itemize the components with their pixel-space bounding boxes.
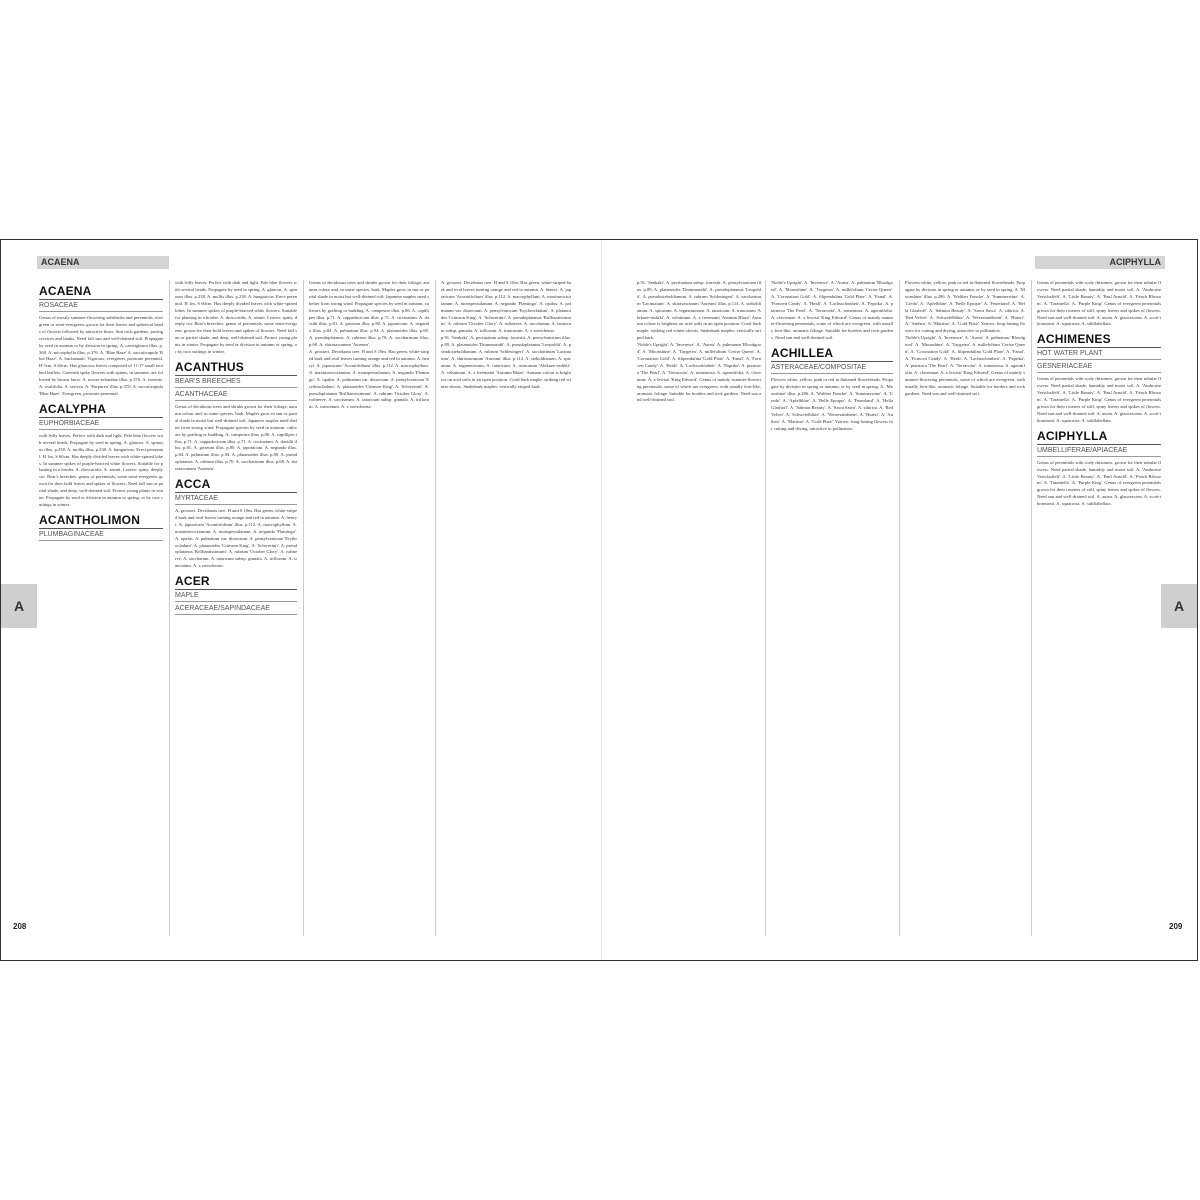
running-head-right: ACIPHYLLA <box>1035 256 1165 269</box>
running-head-left: ACAENA <box>37 256 169 269</box>
family-acer: MAPLE <box>175 592 297 602</box>
thumb-index-left: A <box>1 584 37 628</box>
column-body: 'Noble's Upright'. A. 'Inverewe'. A. 'Aurea'. A. palmatum 'Bloodgood'. A. 'Moonshine'. A. 'Taygetea'. A. millefolium 'Cerise Queen'. A. 'Coronation Gold'. A. filipendulina 'Gold Plate'. A. 'Fanal'. A. 'Forncett Candy'. A. 'Heidi'. A. 'Lachsschönheit'. A. 'Paprika'. A. ptarmica 'The Pearl'. A. 'Terracotta'. A. tomentosa. A. ageratifolia. A. clavennae. A. x lewisii 'King Edward'. Genus of mainly summer-flowering perennials, some of which are evergreen, with usually fern-like, aromatic foliage. Suitable for borders and rock gardens. Need sun and well-drained soil. <box>637 342 761 403</box>
family-achillea: ASTERACEAE/COMPOSITAE <box>771 364 893 374</box>
page-number-right: 209 <box>1169 922 1183 931</box>
headword-acanthus: ACANTHUS <box>175 360 297 376</box>
thumb-index-right: A <box>1161 584 1197 628</box>
column-body: Genus of perennials with scaly rhizomes, grown for their tubular flowers. Need partial shade, humidity and moist soil. A. 'Ambroise Verschaffelt'. A. 'Little Beauty'. A. 'Paul Arnold'. A. 'Peach Blossom'. A. 'Tarantella'. A. 'Purple King'. Genus of evergreen perennials grown for their rosettes of stiff, spiny leaves and spikes of flowers. Need sun and well-drained soil. A. aurea. A. glaucescens. A. scott-thomsonii. A. squarrosa. A. subflabellata. <box>1037 376 1161 423</box>
text-column-7 <box>905 280 1025 936</box>
family-acer-2: ACERACEAE/SAPINDACEAE <box>175 605 297 615</box>
headword-acalypha: ACALYPHA <box>39 402 163 418</box>
family-acanthus-2: ACANTHACEAE <box>175 391 297 401</box>
text-column-8 <box>1037 280 1161 936</box>
column-body: p.91. 'Senkaki'. A. pectinatum subsp. forrestii. A. pensylvanicum illus. p.89. A. platanoides 'Drummondii'. A. pseudoplatanus 'Leopoldii'. A. pseudosieboldianum. A. rubrum 'Schlesingeri'. A. saccharinum 'Laciniatum'. A. shirasawanum 'Aureum' illus. p.114. A. sieboldianum. A. spicatum. A. tegmentosum. A. tataricum. A. truncatum 'Akikaze-nishiki'. A. velutinum. A. x freemanii 'Autumn Blaze'. Autumn colour is brightest on acid soils in an open position. Coral bark maple: striking red winter shoots. Snakebark maples: vertically striped bark. <box>637 280 761 341</box>
headword-achimenes: ACHIMENES <box>1037 332 1161 348</box>
text-column-4 <box>441 280 571 936</box>
text-column-3 <box>309 280 429 936</box>
family-acantholimon: PLUMBAGINACEAE <box>39 531 163 541</box>
family-achimenes: HOT WATER PLANT <box>1037 350 1161 360</box>
family-acca: MYRTACEAE <box>175 495 297 505</box>
headword-achillea: ACHILLEA <box>771 346 893 362</box>
column-rule <box>169 280 170 936</box>
column-body: 'Noble's Upright'. A. 'Inverewe'. A. 'Aurea'. A. palmatum 'Bloodgood'. A. 'Moonshine'. A. 'Taygetea'. A. millefolium 'Cerise Queen'. A. 'Coronation Gold'. A. filipendulina 'Gold Plate'. A. 'Fanal'. A. 'Forncett Candy'. A. 'Heidi'. A. 'Lachsschönheit'. A. 'Paprika'. A. ptarmica 'The Pearl'. A. 'Terracotta'. A. tomentosa. A. ageratifolia. A. clavennae. A. x lewisii 'King Edward'. Genus of mainly summer-flowering perennials, some of which are evergreen, with usually fern-like, aromatic foliage. Suitable for borders and rock gardens. Need sun and well-drained soil. <box>905 335 1025 396</box>
family-acalypha: EUPHORBIACEAE <box>39 420 163 430</box>
column-body: with frilly leaves. Perfect with dark and light. Pale blue flowers with several heads. Propagate by seed in spring. A. glaucus. A. spinosus illus. p.238. A. mollis illus. p.238. A. hungaricus. Erect perennial. H 1m, S 60cm. Has deeply divided leaves with white-spined lobes. In summer spikes of purple-bracted white flowers. Suitable for planting in a border. A. dioscoridis. A. sennii. Leaves: spiny, deeply cut. Bear's breeches: genus of perennials, some semi-evergreen, grown for their bold leaves and spikes of flowers. Need full sun or partial shade, and deep, well-drained soil. Protect young plants in winter. Propagate by seed or division in autumn or spring, or by root cuttings in winter. <box>39 432 163 507</box>
column-rule <box>1031 280 1032 936</box>
column-body: 'Noble's Upright'. A. 'Inverewe'. A. 'Aurea'. A. palmatum 'Bloodgood'. A. 'Moonshine'. A. 'Taygetea'. A. millefolium 'Cerise Queen'. A. 'Coronation Gold'. A. filipendulina 'Gold Plate'. A. 'Fanal'. A. 'Forncett Candy'. A. 'Heidi'. A. 'Lachsschönheit'. A. 'Paprika'. A. ptarmica 'The Pearl'. A. 'Terracotta'. A. tomentosa. A. ageratifolia. A. clavennae. A. x lewisii 'King Edward'. Genus of mainly summer-flowering perennials, some of which are evergreen, with usually fern-like, aromatic foliage. Suitable for borders and rock gardens. Need sun and well-drained soil. <box>771 280 893 341</box>
column-body: A. grosseri. Deciduous tree. H and S 10m. Has green, white-striped bark and oval leaves turning orange and red in autumn. A. henryi. A. japonicum 'Aconitifolium' illus. p.112. A. macrophyllum. A. maximowiczianum. A. monspessulanum. A. negundo 'Flamingo'. A. opalus. A. palmatum var. dissectum. A. pensylvanicum 'Erythrocladum'. A. platanoides 'Crimson King'. A. 'Schwerinii'. A. pseudoplatanus 'Brilliantissimum'. A. rubrum 'October Glory'. A. rufinerve. A. saccharum. A. tataricum subsp. ginnala. A. triflorum. A. truncatum. A. x zoeschense. <box>441 280 571 334</box>
headword-aciphylla: ACIPHYLLA <box>1037 429 1161 445</box>
page-number-left: 208 <box>13 922 27 931</box>
text-column-6 <box>771 280 893 936</box>
column-body: p.91. 'Senkaki'. A. pectinatum subsp. forrestii. A. pensylvanicum illus. p.89. A. platanoides 'Drummondii'. A. pseudoplatanus 'Leopoldii'. A. pseudosieboldianum. A. rubrum 'Schlesingeri'. A. saccharinum 'Laciniatum'. A. shirasawanum 'Aureum' illus. p.114. A. sieboldianum. A. spicatum. A. tegmentosum. A. tataricum. A. truncatum 'Akikaze-nishiki'. A. velutinum. A. x freemanii 'Autumn Blaze'. Autumn colour is brightest on acid soils in an open position. Coral bark maple: striking red winter shoots. Snakebark maples: vertically striped bark. <box>441 335 571 389</box>
column-body: Genus of deciduous trees and shrubs grown for their foliage, autumn colour and, in some species, bark. Maples grow in sun or partial shade in moist but well-drained soil; Japanese maples need shelter from strong wind. Propagate species by seed in autumn, cultivars by grafting or budding. A. campestre illus. p.86. A. capillipes illus. p.71. A. cappadocicum illus. p.71. A. circinatum. A. davidii illus. p.81. A. griseum illus. p.80. A. japonicum. A. negundo illus. p.84. A. palmatum illus. p.94. A. platanoides illus. p.69. A. pseudoplatanus. A. rubrum illus. p.70. A. saccharinum illus. p.68. A. shirasawanum 'Aureum'. <box>175 403 297 472</box>
book-spread <box>0 239 1198 961</box>
column-rule <box>435 280 436 936</box>
column-body: Genus of perennials with scaly rhizomes, grown for their tubular flowers. Need partial shade, humidity and moist soil. A. 'Ambroise Verschaffelt'. A. 'Little Beauty'. A. 'Paul Arnold'. A. 'Peach Blossom'. A. 'Tarantella'. A. 'Purple King'. Genus of evergreen perennials grown for their rosettes of stiff, spiny leaves and spikes of flowers. Need sun and well-drained soil. A. aurea. A. glaucescens. A. scott-thomsonii. A. squarrosa. A. subflabellata. <box>1037 459 1161 507</box>
column-body: Genus of perennials with scaly rhizomes, grown for their tubular flowers. Need partial shade, humidity and moist soil. A. 'Ambroise Verschaffelt'. A. 'Little Beauty'. A. 'Paul Arnold'. A. 'Peach Blossom'. A. 'Tarantella'. A. 'Purple King'. Genus of evergreen perennials grown for their rosettes of stiff, spiny leaves and spikes of flowers. Need sun and well-drained soil. A. aurea. A. glaucescens. A. scott-thomsonii. A. squarrosa. A. subflabellata. <box>1037 280 1161 327</box>
column-body: Flowers white, yellow, pink or red in flattened flowerheads. Propagate by division in spring or autumn, or by seed in spring. A. 'Moonshine' illus. p.286. A. 'Walther Funcke'. A. 'Summerwine'. A. 'Credo'. A. 'Apfelblüte'. A. 'Belle Epoque'. A. 'Feuerland'. A. 'Hella Glashoff'. A. 'Salmon Beauty'. A. 'Sawa Sawa'. A. sibirica. A. 'Red Velvet'. A. 'Schwefelblüte'. A. 'Wesersandstein'. A. 'Huteri'. A. 'Anthea'. A. 'Martina'. A. 'Gold Plate'. Yarrow: long-lasting flowers for cutting and drying, attractive to pollinators. <box>905 280 1025 334</box>
headword-acca: ACCA <box>175 477 297 493</box>
column-body: Flowers white, yellow, pink or red in flattened flowerheads. Propagate by division in spring or autumn, or by seed in spring. A. 'Moonshine' illus. p.286. A. 'Walther Funcke'. A. 'Summerwine'. A. 'Credo'. A. 'Apfelblüte'. A. 'Belle Epoque'. A. 'Feuerland'. A. 'Hella Glashoff'. A. 'Salmon Beauty'. A. 'Sawa Sawa'. A. sibirica. A. 'Red Velvet'. A. 'Schwefelblüte'. A. 'Wesersandstein'. A. 'Huteri'. A. 'Anthea'. A. 'Martina'. A. 'Gold Plate'. Yarrow: long-lasting flowers for cutting and drying, attractive to pollinators. <box>771 377 893 431</box>
family-achimenes-2: GESNERIACEAE <box>1037 363 1161 373</box>
column-rule <box>899 280 900 936</box>
page-gutter <box>601 240 602 960</box>
text-column-5 <box>637 280 761 936</box>
column-body: Genus of deciduous trees and shrubs grown for their foliage, autumn colour and, in some species, bark. Maples grow in sun or partial shade in moist but well-drained soil; Japanese maples need shelter from strong wind. Propagate species by seed in autumn, cultivars by grafting or budding. A. campestre illus. p.86. A. capillipes illus. p.71. A. cappadocicum illus. p.71. A. circinatum. A. davidii illus. p.81. A. griseum illus. p.80. A. japonicum. A. negundo illus. p.84. A. palmatum illus. p.94. A. platanoides illus. p.69. A. pseudoplatanus. A. rubrum illus. p.70. A. saccharinum illus. p.68. A. shirasawanum 'Aureum'. <box>309 280 429 348</box>
column-body: A. grosseri. Deciduous tree. H and S 10m. Has green, white-striped bark and oval leaves turning orange and red in autumn. A. henryi. A. japonicum 'Aconitifolium' illus. p.112. A. macrophyllum. A. maximowiczianum. A. monspessulanum. A. negundo 'Flamingo'. A. opalus. A. palmatum var. dissectum. A. pensylvanicum 'Erythrocladum'. A. platanoides 'Crimson King'. A. 'Schwerinii'. A. pseudoplatanus 'Brilliantissimum'. A. rubrum 'October Glory'. A. rufinerve. A. saccharum. A. tataricum subsp. ginnala. A. triflorum. A. truncatum. A. x zoeschense. <box>175 508 297 569</box>
headword-acantholimon: ACANTHOLIMON <box>39 513 163 529</box>
column-body: Genus of mostly summer-flowering subshrubs and perennials, evergreen or semi-evergreen, grown for their leaves and spherical heads of flowers followed by attractive burrs. Suit rock gardens, paving crevices and banks. Need full sun and well-drained soil. Propagate by seed in autumn or by division in spring. A. caesiiglauca illus. p.368. A. microphylla illus. p.376. A. 'Blue Haze' A. saccaticupula 'Blue Haze'. A. buchananii. Vigorous, evergreen, prostrate perennial. H 5cm, S 60cm. Has glaucous leaves composed of 11-17 small toothed leaflets. Greenish spiky flowers with spines, in summer, are followed by brown burrs. A. novae-zelandiae illus. p.376. A. inermis. A. ovalifolia. A. sericea. A. 'Purpurea' illus. p.370. A. saccaticupula 'Blue Haze'. Evergreen, prostrate perennial. <box>39 315 163 396</box>
family-acanthus: BEAR'S BREECHES <box>175 378 297 388</box>
text-column-2 <box>175 280 297 936</box>
family-acaena: ROSACEAE <box>39 302 163 312</box>
headword-acer: ACER <box>175 574 297 590</box>
column-body: A. grosseri. Deciduous tree. H and S 10m. Has green, white-striped bark and oval leaves turning orange and red in autumn. A. henryi. A. japonicum 'Aconitifolium' illus. p.112. A. macrophyllum. A. maximowiczianum. A. monspessulanum. A. negundo 'Flamingo'. A. opalus. A. palmatum var. dissectum. A. pensylvanicum 'Erythrocladum'. A. platanoides 'Crimson King'. A. 'Schwerinii'. A. pseudoplatanus 'Brilliantissimum'. A. rubrum 'October Glory'. A. rufinerve. A. saccharum. A. tataricum subsp. ginnala. A. triflorum. A. truncatum. A. x zoeschense. <box>309 349 429 410</box>
column-body: with frilly leaves. Perfect with dark and light. Pale blue flowers with several heads. Propagate by seed in spring. A. glaucus. A. spinosus illus. p.238. A. mollis illus. p.238. A. hungaricus. Erect perennial. H 1m, S 60cm. Has deeply divided leaves with white-spined lobes. In summer spikes of purple-bracted white flowers. Suitable for planting in a border. A. dioscoridis. A. sennii. Leaves: spiny, deeply cut. Bear's breeches: genus of perennials, some semi-evergreen, grown for their bold leaves and spikes of flowers. Need full sun or partial shade, and deep, well-drained soil. Protect young plants in winter. Propagate by seed or division in autumn or spring, or by root cuttings in winter. <box>175 280 297 355</box>
column-rule <box>303 280 304 936</box>
column-rule <box>765 280 766 936</box>
headword-acaena: ACAENA <box>39 284 163 300</box>
family-aciphylla: UMBELLIFERAE/APIACEAE <box>1037 447 1161 457</box>
text-column-1 <box>39 280 163 936</box>
